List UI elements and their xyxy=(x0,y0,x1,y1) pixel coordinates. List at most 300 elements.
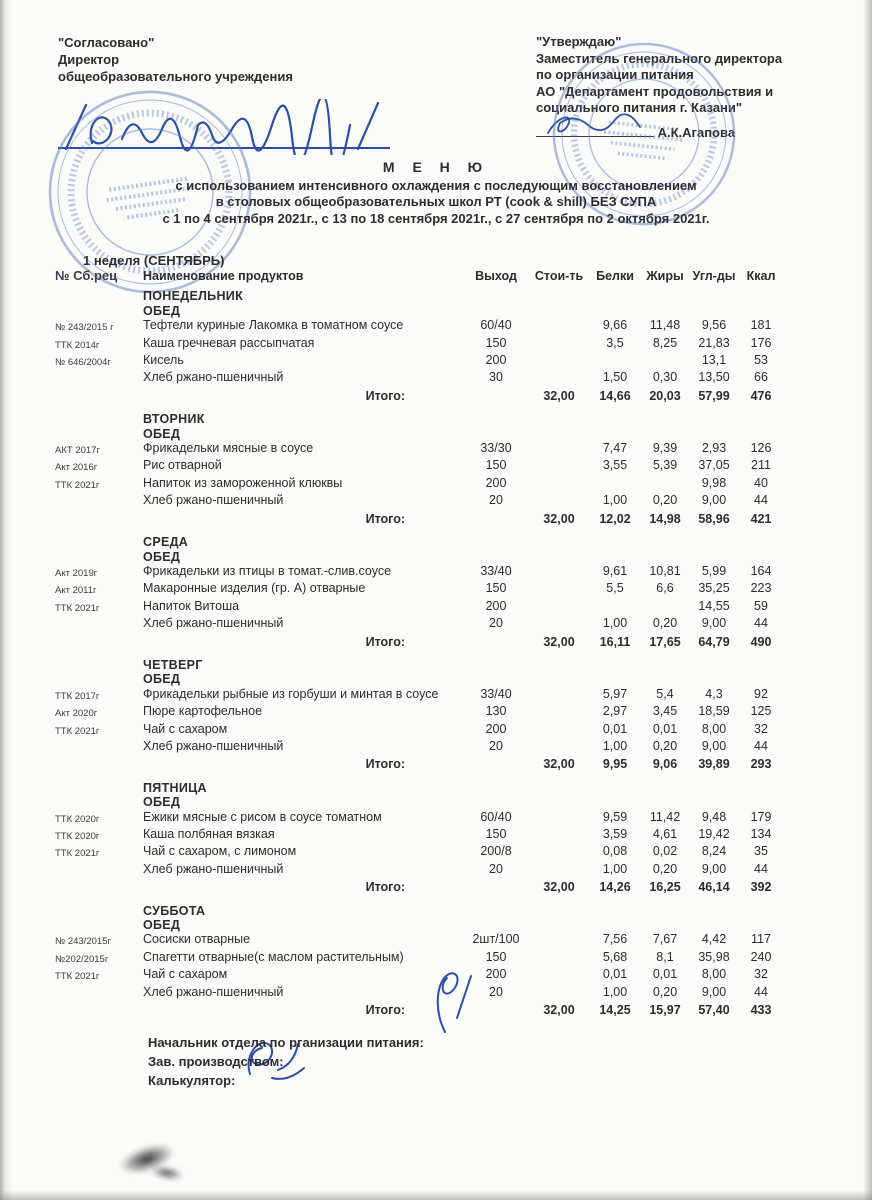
menu-item-row xyxy=(55,370,842,384)
out-cell: 20 xyxy=(489,738,503,753)
protein-cell: 1,00 xyxy=(602,493,628,508)
fat-cell xyxy=(641,476,689,493)
rec-cell xyxy=(55,904,143,918)
out-cell: 200/8 xyxy=(480,844,512,859)
rec-cell: Акт 2020г xyxy=(55,708,98,720)
cost-cell xyxy=(529,950,589,967)
carb-cell: 57,40 xyxy=(698,1003,730,1018)
kcal-cell xyxy=(739,427,783,441)
out-cell: 150 xyxy=(485,949,507,964)
rec-cell: № 243/2015г xyxy=(55,936,111,948)
kcal-cell: 181 xyxy=(750,318,772,333)
out-cell: 150 xyxy=(485,827,507,841)
fat-cell xyxy=(641,289,689,303)
name-cell: ПОНЕДЕЛЬНИК xyxy=(143,289,244,304)
approve-line: социального питания г. Казани" xyxy=(536,100,743,115)
out-cell xyxy=(463,535,529,549)
cost-cell xyxy=(529,493,589,507)
kcal-cell xyxy=(739,535,783,549)
kcal-cell: 40 xyxy=(754,475,768,490)
protein-cell: 7,56 xyxy=(602,932,628,947)
kcal-cell xyxy=(739,412,783,426)
protein-cell xyxy=(589,550,641,564)
protein-cell xyxy=(589,412,641,426)
kcal-cell: 223 xyxy=(750,581,772,596)
cost-cell xyxy=(529,844,589,861)
carb-cell: 9,00 xyxy=(701,616,727,631)
name-cell: Итого: xyxy=(365,388,405,403)
fat-cell: 6,6 xyxy=(656,581,674,596)
rec-cell xyxy=(55,672,143,686)
name-cell: Рис отварной xyxy=(143,458,222,473)
carb-cell xyxy=(689,427,739,441)
fat-cell xyxy=(641,658,689,672)
director-signature-area xyxy=(58,91,390,149)
out-cell: 20 xyxy=(489,984,503,999)
out-cell: 150 xyxy=(485,581,507,596)
kcal-cell xyxy=(739,904,783,918)
kcal-cell: 125 xyxy=(750,704,772,719)
carb-cell: 2,93 xyxy=(701,441,727,456)
name-cell: Итого: xyxy=(365,1003,405,1018)
fat-cell: 0,20 xyxy=(652,493,678,508)
carb-cell: 9,98 xyxy=(701,475,727,490)
rec-cell xyxy=(55,493,143,507)
protein-cell: 0,01 xyxy=(602,967,628,982)
out-cell xyxy=(463,781,529,795)
carb-cell xyxy=(689,535,739,549)
menu-item-row xyxy=(55,564,842,581)
kcal-cell: 179 xyxy=(750,809,772,824)
cost-cell xyxy=(529,535,589,549)
fat-cell: 0,20 xyxy=(652,616,678,631)
kcal-cell: 32 xyxy=(754,721,768,736)
protein-cell: 9,95 xyxy=(602,757,628,772)
rec-cell: ТТК 2021г xyxy=(55,602,100,614)
day-name-row xyxy=(55,535,842,549)
out-cell: 20 xyxy=(489,493,503,508)
agreement-block xyxy=(58,34,398,149)
menu-item-row xyxy=(55,687,842,704)
cost-cell xyxy=(529,704,589,721)
fat-cell: 0,20 xyxy=(652,984,678,999)
day-section xyxy=(55,781,842,895)
carb-cell xyxy=(689,550,739,564)
protein-cell: 7,47 xyxy=(602,441,628,456)
out-cell: 130 xyxy=(485,704,507,719)
cost-cell xyxy=(529,739,589,753)
rec-cell xyxy=(55,739,143,753)
cost-cell xyxy=(529,722,589,739)
out-cell xyxy=(463,795,529,809)
fat-cell xyxy=(641,304,689,318)
menu-item-row xyxy=(55,932,842,949)
out-cell: 150 xyxy=(485,458,507,473)
fat-cell: 8,1 xyxy=(656,949,674,964)
rec-cell: ТТК 2021г xyxy=(55,725,100,737)
protein-cell xyxy=(589,918,641,932)
protein-cell xyxy=(589,795,641,809)
day-section xyxy=(55,904,842,1018)
cost-cell xyxy=(529,985,589,999)
carb-cell: 46,14 xyxy=(698,880,730,895)
out-cell: 60/40 xyxy=(480,809,512,824)
day-name-row xyxy=(55,412,842,426)
cost-cell xyxy=(529,318,589,335)
fat-cell xyxy=(641,795,689,809)
out-cell xyxy=(463,389,529,403)
out-cell xyxy=(463,412,529,426)
name-cell: Чай с сахаром xyxy=(143,721,228,736)
out-cell: 33/40 xyxy=(480,563,512,578)
protein-cell: 5,68 xyxy=(602,949,628,964)
cost-cell xyxy=(529,810,589,827)
protein-cell xyxy=(589,904,641,918)
kcal-cell xyxy=(739,304,783,318)
approver-signature-icon xyxy=(544,111,654,141)
out-cell xyxy=(463,427,529,441)
menu-item-row xyxy=(55,704,842,721)
carb-cell xyxy=(689,658,739,672)
menu-item-row xyxy=(55,844,842,861)
out-cell: 2шт/100 xyxy=(472,932,520,947)
week-label: 1 неделя (СЕНТЯБРЬ) xyxy=(83,253,225,268)
protein-cell: 14,66 xyxy=(599,388,631,403)
rec-cell: ТТК 2017г xyxy=(55,690,100,702)
fat-cell: 7,67 xyxy=(652,932,678,947)
out-cell: 200 xyxy=(485,475,507,490)
approve-line: Заместитель генерального директора xyxy=(536,50,783,66)
rec-cell xyxy=(55,658,143,672)
name-cell: Чай с сахаром xyxy=(143,967,228,982)
agree-line: Директор xyxy=(58,52,120,67)
kcal-cell: 126 xyxy=(750,441,772,456)
protein-cell: 0,08 xyxy=(602,844,628,859)
menu-item-row xyxy=(55,827,842,844)
col-header-protein: Белки xyxy=(596,269,634,283)
carb-cell: 5,99 xyxy=(701,563,727,578)
rec-cell xyxy=(55,370,143,384)
carb-cell: 18,59 xyxy=(698,704,730,719)
name-cell: Хлеб ржано-пшеничный xyxy=(143,493,284,508)
kcal-cell: 32 xyxy=(754,967,768,982)
kcal-cell: 176 xyxy=(750,335,772,350)
out-cell xyxy=(463,550,529,564)
out-cell: 60/40 xyxy=(480,318,512,333)
meal-label-row xyxy=(55,304,842,318)
name-cell: ОБЕД xyxy=(143,795,181,810)
cost-cell: 32,00 xyxy=(543,511,575,526)
name-cell: Итого: xyxy=(365,511,405,526)
cost-cell xyxy=(529,904,589,918)
day-name-row xyxy=(55,904,842,918)
signoff-line-calculator: Калькулятор: xyxy=(148,1073,236,1089)
out-cell: 200 xyxy=(485,967,507,982)
name-cell: Спагетти отварные(с маслом растительным) xyxy=(143,949,404,964)
carb-cell xyxy=(689,795,739,809)
menu-item-row xyxy=(55,950,842,967)
kcal-cell: 164 xyxy=(750,563,772,578)
out-cell xyxy=(463,289,529,303)
kcal-cell: 433 xyxy=(750,1003,772,1018)
fat-cell: 14,98 xyxy=(649,511,681,526)
day-section xyxy=(55,535,842,649)
day-section xyxy=(55,289,842,403)
menu-item-row xyxy=(55,353,842,370)
total-row xyxy=(55,512,842,526)
name-cell: ОБЕД xyxy=(143,426,181,441)
fat-cell: 10,81 xyxy=(649,563,681,578)
carb-cell: 39,89 xyxy=(698,757,730,772)
protein-cell: 3,55 xyxy=(602,458,628,473)
kcal-cell: 44 xyxy=(754,861,768,876)
cost-cell: 32,00 xyxy=(543,880,575,895)
name-cell: Итого: xyxy=(365,880,405,895)
protein-cell: 1,50 xyxy=(602,370,628,385)
kcal-cell xyxy=(739,672,783,686)
menu-item-row xyxy=(55,336,842,353)
carb-cell: 35,25 xyxy=(698,581,730,596)
rec-cell: АКТ 2017г xyxy=(55,445,100,457)
name-cell: Хлеб ржано-пшеничный xyxy=(143,370,284,385)
cost-cell xyxy=(529,304,589,318)
fat-cell xyxy=(641,904,689,918)
protein-cell: 3,5 xyxy=(606,335,624,350)
menu-item-row xyxy=(55,599,842,616)
protein-cell xyxy=(589,599,641,616)
out-cell xyxy=(463,512,529,526)
cost-cell xyxy=(529,336,589,353)
rec-cell: ТТК 2020г xyxy=(55,813,100,825)
kcal-cell: 44 xyxy=(754,616,768,631)
carb-cell: 4,42 xyxy=(701,932,727,947)
total-row xyxy=(55,1003,842,1017)
kcal-cell xyxy=(739,289,783,303)
fat-cell: 0,02 xyxy=(652,844,678,859)
menu-item-row xyxy=(55,722,842,739)
fat-cell: 15,97 xyxy=(649,1003,681,1018)
protein-cell xyxy=(589,781,641,795)
protein-cell: 9,66 xyxy=(602,318,628,333)
cost-cell: 32,00 xyxy=(543,757,575,772)
cost-cell xyxy=(529,353,589,370)
carb-cell: 14,55 xyxy=(698,598,730,613)
name-cell: Чай с сахаром, с лимоном xyxy=(143,844,297,859)
day-section xyxy=(55,412,842,526)
menu-item-row xyxy=(55,967,842,984)
fat-cell: 17,65 xyxy=(649,634,681,649)
protein-cell: 5,5 xyxy=(606,581,624,596)
name-cell: ОБЕД xyxy=(143,303,181,318)
rec-cell xyxy=(55,289,143,303)
kcal-cell xyxy=(739,918,783,932)
name-cell: Напиток Витоша xyxy=(143,598,240,613)
name-cell: Тефтели куриные Лакомка в томатном соусе xyxy=(143,318,404,333)
fat-cell: 16,25 xyxy=(649,880,681,895)
rec-cell: № 243/2015 г xyxy=(55,322,114,334)
protein-cell: 5,97 xyxy=(602,686,628,701)
menu-table xyxy=(55,253,842,1017)
rec-cell: ТТК 2014г xyxy=(55,339,100,351)
kcal-cell: 44 xyxy=(754,493,768,508)
cost-cell xyxy=(529,412,589,426)
rec-cell xyxy=(55,550,143,564)
protein-cell: 14,25 xyxy=(599,1003,631,1018)
fat-cell: 0,20 xyxy=(652,861,678,876)
carb-cell xyxy=(689,289,739,303)
name-cell: ЧЕТВЕРГ xyxy=(143,657,203,672)
col-header-recipe: № Сб.рец xyxy=(55,268,118,283)
day-name-row xyxy=(55,289,842,303)
meal-label-row xyxy=(55,427,842,441)
total-row xyxy=(55,757,842,771)
protein-cell xyxy=(589,427,641,441)
out-cell xyxy=(463,658,529,672)
rec-cell: Акт 2011г xyxy=(55,585,97,597)
kcal-cell: 134 xyxy=(750,827,772,841)
out-cell: 150 xyxy=(485,335,507,350)
name-cell: Пюре картофельное xyxy=(143,704,263,719)
cost-cell xyxy=(529,550,589,564)
protein-cell: 16,11 xyxy=(599,634,631,649)
out-cell xyxy=(463,635,529,649)
name-cell: Хлеб ржано-пшеничный xyxy=(143,738,284,753)
kcal-cell: 53 xyxy=(754,353,768,368)
name-cell: ОБЕД xyxy=(143,549,181,564)
meal-label-row xyxy=(55,795,842,809)
cost-cell xyxy=(529,967,589,984)
menu-subtitle: с использованием интенсивного охлаждения с последующим восстановлением xyxy=(175,177,697,193)
out-cell xyxy=(463,672,529,686)
approver-name: А.К.Агапова xyxy=(657,124,736,140)
day-name-row xyxy=(55,781,842,795)
name-cell: ВТОРНИК xyxy=(143,412,205,427)
fat-cell xyxy=(641,781,689,795)
rec-cell xyxy=(55,535,143,549)
name-cell: Итого: xyxy=(365,757,405,772)
name-cell: Каша полбяная вязкая xyxy=(143,827,275,841)
rec-cell: ТТК 2021г xyxy=(55,848,100,860)
rec-cell xyxy=(55,862,143,876)
name-cell: ПЯТНИЦА xyxy=(143,780,207,795)
fat-cell xyxy=(641,918,689,932)
out-cell xyxy=(463,918,529,932)
carb-cell: 9,00 xyxy=(701,493,727,508)
rec-cell xyxy=(55,412,143,426)
col-header-kcal: Ккал xyxy=(746,269,776,283)
protein-cell: 12,02 xyxy=(599,511,631,526)
total-row xyxy=(55,880,842,894)
total-row xyxy=(55,635,842,649)
table-header-row xyxy=(55,269,842,283)
protein-cell: 3,59 xyxy=(602,827,628,841)
kcal-cell: 490 xyxy=(750,634,772,649)
fat-cell xyxy=(641,672,689,686)
rec-cell: №202/2015г xyxy=(55,953,109,965)
name-cell: Хлеб ржано-пшеничный xyxy=(143,861,284,876)
kcal-cell: 421 xyxy=(750,511,772,526)
kcal-cell xyxy=(739,795,783,809)
fat-cell: 0,30 xyxy=(652,370,678,385)
approval-header xyxy=(0,0,872,149)
menu-item-row xyxy=(55,616,842,630)
protein-cell xyxy=(589,289,641,303)
out-cell: 200 xyxy=(485,721,507,736)
rec-cell xyxy=(55,635,143,649)
carb-cell: 8,00 xyxy=(701,967,727,982)
day-section xyxy=(55,658,842,772)
col-header-cost: Стои-ть xyxy=(534,269,584,283)
name-cell: Фрикадельки из птицы в томат.-слив.соусе xyxy=(143,563,392,578)
name-cell: СУББОТА xyxy=(143,903,206,918)
kcal-cell: 476 xyxy=(750,388,772,403)
protein-cell xyxy=(589,535,641,549)
rec-cell: ТТК 2020г xyxy=(55,831,100,842)
cost-cell xyxy=(529,476,589,493)
out-cell xyxy=(463,880,529,894)
name-cell: ОБЕД xyxy=(143,672,181,687)
rec-cell xyxy=(55,781,143,795)
protein-cell: 14,26 xyxy=(599,880,631,895)
col-header-output: Выход xyxy=(475,269,517,283)
rec-cell: Акт 2019г xyxy=(55,567,98,579)
fat-cell: 4,61 xyxy=(652,827,678,841)
menu-item-row xyxy=(55,441,842,458)
rec-cell xyxy=(55,304,143,318)
carb-cell xyxy=(689,904,739,918)
rec-cell xyxy=(55,427,143,441)
cost-cell: 32,00 xyxy=(543,634,575,649)
ink-smudge xyxy=(149,1163,185,1183)
out-cell: 20 xyxy=(489,861,503,876)
cost-cell xyxy=(529,441,589,458)
name-cell: ОБЕД xyxy=(143,918,181,933)
cost-cell xyxy=(529,370,589,384)
kcal-cell: 59 xyxy=(754,598,768,613)
kcal-cell: 92 xyxy=(754,686,768,701)
cost-cell xyxy=(529,862,589,876)
kcal-cell: 35 xyxy=(754,844,768,859)
meal-label-row xyxy=(55,672,842,686)
menu-item-row xyxy=(55,985,842,999)
rec-cell xyxy=(55,918,143,932)
approve-line: АО "Департамент продовольствия и xyxy=(536,83,774,99)
carb-cell: 35,98 xyxy=(698,949,730,964)
carb-cell: 58,96 xyxy=(698,511,730,526)
cost-cell xyxy=(529,932,589,949)
fat-cell: 0,01 xyxy=(652,721,678,736)
out-cell: 30 xyxy=(489,370,503,385)
signoff-line-production-manager: Зав. производством: xyxy=(148,1054,284,1070)
out-cell: 20 xyxy=(489,616,503,631)
protein-cell: 1,00 xyxy=(602,861,628,876)
agree-line: "Согласовано" xyxy=(58,35,155,50)
cost-cell xyxy=(529,795,589,809)
carb-cell xyxy=(689,781,739,795)
name-cell: Сосиски отварные xyxy=(143,932,251,947)
menu-item-row xyxy=(55,318,842,335)
rec-cell: № 646/2004г xyxy=(55,357,111,369)
menu-item-row xyxy=(55,862,842,876)
rec-cell: ТТК 2021г xyxy=(55,971,100,983)
menu-subtitle: в столовых общеобразовательных школ РТ (cook & shill) БЕЗ СУПА xyxy=(215,194,657,209)
rec-cell xyxy=(55,757,143,771)
fat-cell: 20,03 xyxy=(649,388,681,403)
total-row xyxy=(55,389,842,403)
rec-cell xyxy=(55,1003,143,1017)
carb-cell: 57,99 xyxy=(698,388,730,403)
menu-dates: с 1 по 4 сентября 2021г., с 13 по 18 сентября 2021г., с 27 сентября по 2 октября 2021г. xyxy=(162,210,710,226)
